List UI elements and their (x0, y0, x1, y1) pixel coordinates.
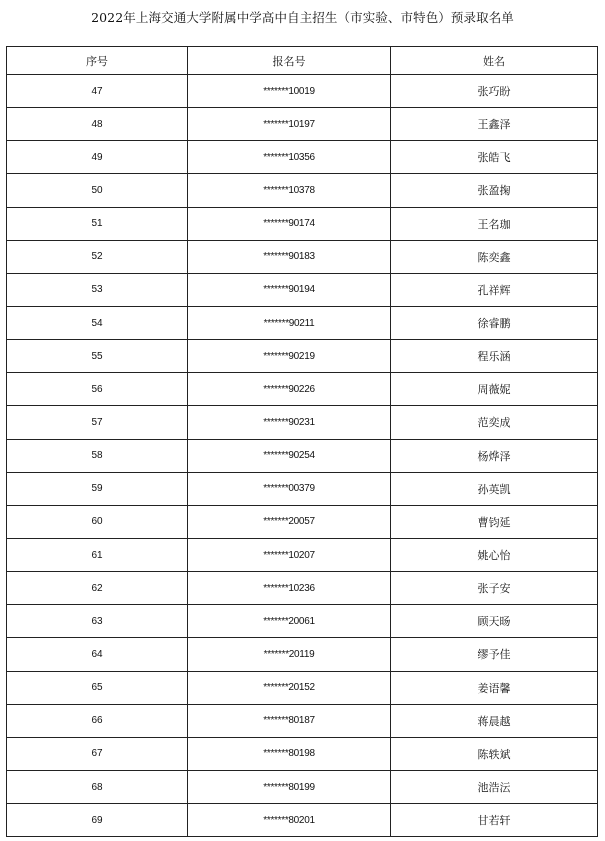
table-row (7, 671, 598, 704)
table-row (7, 306, 598, 339)
column-header-serial-number: 序号 (7, 47, 188, 75)
registration-number-cell: *******90254 (188, 439, 391, 472)
table-row (7, 273, 598, 306)
student-name-cell: 顾天旸 (391, 605, 598, 638)
registration-number-cell: *******90231 (188, 406, 391, 439)
student-name-cell: 孔祥辉 (391, 273, 598, 306)
serial-number-cell: 66 (7, 704, 188, 737)
student-name-cell: 周薇妮 (391, 373, 598, 406)
serial-number-cell: 68 (7, 770, 188, 803)
table-header-row (7, 47, 598, 75)
student-name-cell: 池浩沄 (391, 770, 598, 803)
admission-list-table (6, 46, 598, 837)
registration-number-cell: *******10019 (188, 75, 391, 108)
student-name-cell: 王名珈 (391, 207, 598, 240)
table-row (7, 638, 598, 671)
table-row (7, 174, 598, 207)
serial-number-cell: 56 (7, 373, 188, 406)
column-header-name: 姓名 (391, 47, 598, 75)
table-row (7, 505, 598, 538)
table-row (7, 75, 598, 108)
serial-number-cell: 51 (7, 207, 188, 240)
table-row (7, 207, 598, 240)
serial-number-cell: 50 (7, 174, 188, 207)
student-name-cell: 姜语馨 (391, 671, 598, 704)
serial-number-cell: 57 (7, 406, 188, 439)
serial-number-cell: 58 (7, 439, 188, 472)
student-name-cell: 范奕成 (391, 406, 598, 439)
student-name-cell: 曹钧延 (391, 505, 598, 538)
serial-number-cell: 59 (7, 472, 188, 505)
serial-number-cell: 47 (7, 75, 188, 108)
table-row (7, 605, 598, 638)
registration-number-cell: *******20152 (188, 671, 391, 704)
table-row (7, 240, 598, 273)
registration-number-cell: *******80199 (188, 770, 391, 803)
student-name-cell: 张子安 (391, 572, 598, 605)
student-name-cell: 姚心怡 (391, 538, 598, 571)
student-name-cell: 缪予佳 (391, 638, 598, 671)
registration-number-cell: *******10197 (188, 108, 391, 141)
student-name-cell: 陈轶斌 (391, 737, 598, 770)
table-row (7, 704, 598, 737)
serial-number-cell: 67 (7, 737, 188, 770)
registration-number-cell: *******10207 (188, 538, 391, 571)
student-name-cell: 杨烨泽 (391, 439, 598, 472)
student-name-cell: 张盈掬 (391, 174, 598, 207)
serial-number-cell: 52 (7, 240, 188, 273)
registration-number-cell: *******80198 (188, 737, 391, 770)
serial-number-cell: 53 (7, 273, 188, 306)
registration-number-cell: *******20061 (188, 605, 391, 638)
serial-number-cell: 48 (7, 108, 188, 141)
student-name-cell: 蒋晨越 (391, 704, 598, 737)
table-row (7, 804, 598, 837)
table-body (7, 75, 598, 837)
student-name-cell: 王鑫泽 (391, 108, 598, 141)
registration-number-cell: *******20119 (188, 638, 391, 671)
table-row (7, 108, 598, 141)
table-row (7, 373, 598, 406)
registration-number-cell: *******00379 (188, 472, 391, 505)
table-row (7, 340, 598, 373)
table-row (7, 406, 598, 439)
table-row (7, 572, 598, 605)
registration-number-cell: *******10378 (188, 174, 391, 207)
registration-number-cell: *******10236 (188, 572, 391, 605)
table-row (7, 472, 598, 505)
serial-number-cell: 55 (7, 340, 188, 373)
serial-number-cell: 61 (7, 538, 188, 571)
registration-number-cell: *******90226 (188, 373, 391, 406)
serial-number-cell: 63 (7, 605, 188, 638)
registration-number-cell: *******80187 (188, 704, 391, 737)
serial-number-cell: 64 (7, 638, 188, 671)
student-name-cell: 陈奕鑫 (391, 240, 598, 273)
registration-number-cell: *******90174 (188, 207, 391, 240)
column-header-registration-number: 报名号 (188, 47, 391, 75)
table-row (7, 770, 598, 803)
document-title: 2022年上海交通大学附属中学高中自主招生（市实验、市特色）预录取名单 (91, 10, 514, 25)
registration-number-cell: *******20057 (188, 505, 391, 538)
registration-number-cell: *******90194 (188, 273, 391, 306)
student-name-cell: 孙英凯 (391, 472, 598, 505)
table-row (7, 737, 598, 770)
serial-number-cell: 54 (7, 306, 188, 339)
serial-number-cell: 49 (7, 141, 188, 174)
registration-number-cell: *******80201 (188, 804, 391, 837)
student-name-cell: 张巧盼 (391, 75, 598, 108)
registration-number-cell: *******90219 (188, 340, 391, 373)
student-name-cell: 徐睿鹏 (391, 306, 598, 339)
student-name-cell: 程乐涵 (391, 340, 598, 373)
serial-number-cell: 69 (7, 804, 188, 837)
registration-number-cell: *******90183 (188, 240, 391, 273)
registration-number-cell: *******10356 (188, 141, 391, 174)
serial-number-cell: 62 (7, 572, 188, 605)
table-row (7, 439, 598, 472)
student-name-cell: 张皓飞 (391, 141, 598, 174)
table-row (7, 141, 598, 174)
student-name-cell: 甘若轩 (391, 804, 598, 837)
serial-number-cell: 65 (7, 671, 188, 704)
registration-number-cell: *******90211 (188, 306, 391, 339)
table-row (7, 538, 598, 571)
serial-number-cell: 60 (7, 505, 188, 538)
